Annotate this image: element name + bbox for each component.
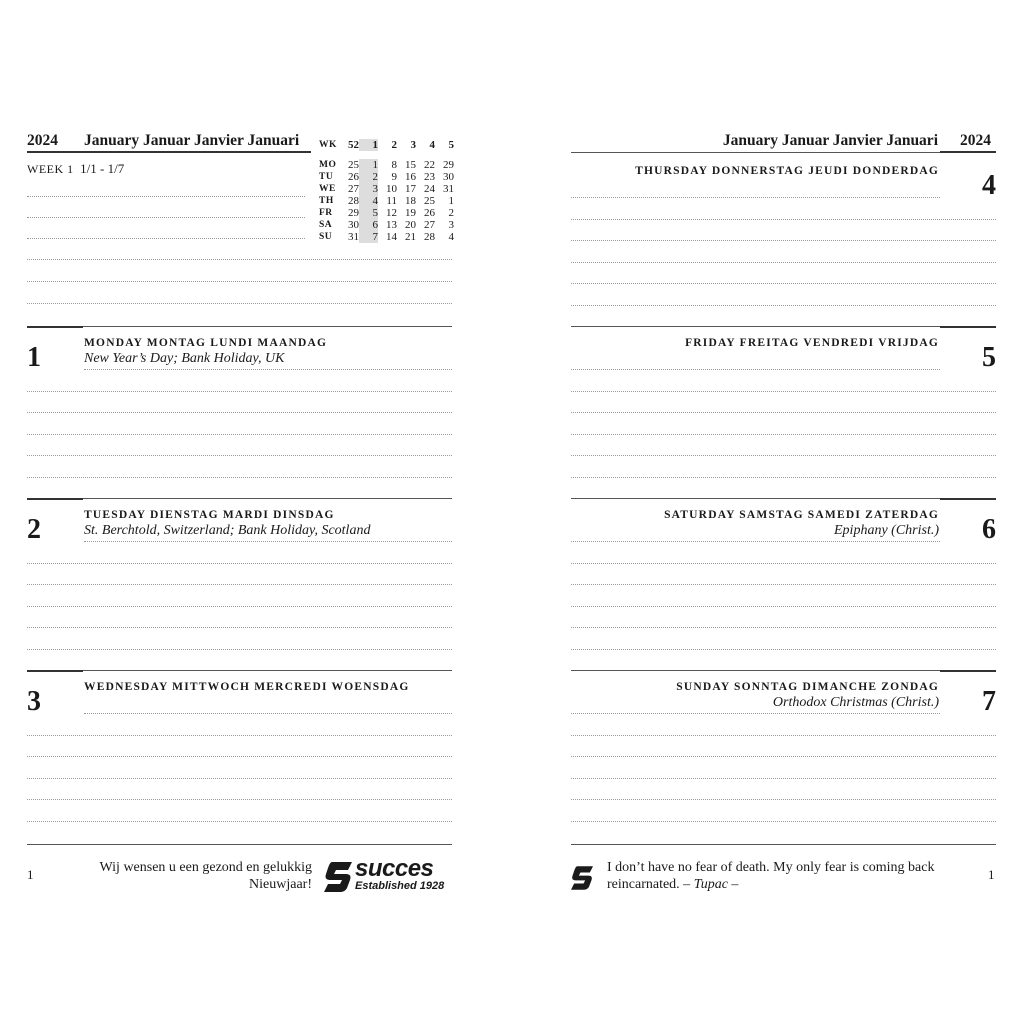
brand-tagline: Established 1928 — [355, 880, 445, 892]
day-number: 5 — [982, 342, 996, 373]
day-name: THURSDAY DONNERSTAG JEUDI DONDERDAG — [635, 165, 939, 177]
wk-num: 2 — [391, 139, 397, 151]
ruled-line — [571, 821, 996, 822]
mini-date-cell: 9 — [391, 171, 397, 183]
holiday-note: Orthodox Christmas (Christ.) — [772, 695, 939, 710]
ruled-line — [571, 455, 996, 456]
ruled-line — [27, 778, 452, 779]
ruled-line — [571, 778, 996, 779]
day-rule-thick — [940, 326, 996, 328]
mini-calendar-row — [319, 207, 454, 219]
day-number: 6 — [982, 514, 996, 545]
mini-day-label: SA — [319, 220, 333, 230]
ruled-line — [571, 240, 996, 241]
ruled-line — [571, 735, 996, 736]
mini-calendar — [319, 139, 454, 243]
ruled-line — [571, 262, 996, 263]
mini-date-cell: 31 — [348, 231, 359, 243]
ruled-line — [27, 281, 452, 282]
day-number: 1 — [27, 342, 41, 373]
mini-date-cell: 6 — [359, 219, 378, 231]
mini-date-cell: 21 — [405, 231, 416, 243]
mini-date-cell: 12 — [386, 207, 397, 219]
succes-logo — [324, 855, 452, 894]
ruled-line — [571, 391, 996, 392]
ruled-line — [571, 584, 996, 585]
ruled-line — [571, 563, 996, 564]
ruled-line — [571, 756, 996, 757]
mini-date-cell: 25 — [348, 159, 359, 171]
mini-calendar-row — [319, 219, 454, 231]
mini-calendar-row — [319, 171, 454, 183]
day-rule-thick — [27, 670, 83, 672]
day-rule — [83, 326, 452, 327]
header-rule-right-thick — [940, 151, 996, 153]
mini-date-cell: 1 — [448, 195, 454, 207]
ruled-line — [27, 391, 452, 392]
month-title: January Januar Janvier Januari — [84, 132, 300, 149]
day-rule-thick — [27, 326, 83, 328]
day-name: SATURDAY SAMSTAG SAMEDI ZATERDAG — [664, 509, 939, 521]
ruled-line — [571, 219, 996, 220]
quote-author: Tupac — [693, 877, 728, 892]
ruled-line — [27, 756, 452, 757]
footer-quote: I don’t have no fear of death. My only fear is coming back reincarnated. – Tupac – — [607, 860, 935, 892]
day-rule — [571, 498, 940, 499]
brand-name: succes — [355, 855, 434, 882]
day-rule-thick — [940, 670, 996, 672]
holiday-note: St. Berchtold, Switzerland; Bank Holiday, Scotland — [84, 523, 371, 538]
ruled-line — [84, 369, 452, 370]
ruled-line — [27, 477, 452, 478]
succes-logo-icon — [324, 862, 352, 892]
mini-calendar-header — [319, 139, 454, 151]
mini-date-cell: 2 — [359, 171, 378, 183]
ruled-line — [27, 303, 452, 304]
ruled-line — [571, 627, 996, 628]
mini-date-cell: 17 — [405, 183, 416, 195]
ruled-line — [571, 412, 996, 413]
ruled-line — [571, 541, 940, 542]
mini-date-cell: 4 — [448, 231, 454, 243]
ruled-line — [27, 217, 305, 218]
ruled-line — [27, 649, 452, 650]
mini-date-cell: 30 — [348, 219, 359, 231]
month-title-right: January Januar Janvier Januari — [722, 132, 938, 149]
header-rule — [27, 151, 311, 153]
mini-date-cell: 20 — [405, 219, 416, 231]
mini-date-cell: 3 — [448, 219, 454, 231]
holiday-note: New Year’s Day; Bank Holiday, UK — [84, 351, 285, 366]
day-name: WEDNESDAY MITTWOCH MERCREDI WOENSDAG — [84, 681, 410, 693]
day-rule — [571, 670, 940, 671]
ruled-line — [27, 606, 452, 607]
ruled-line — [27, 563, 452, 564]
day-number: 7 — [982, 686, 996, 717]
wk-header: WK — [319, 140, 337, 150]
year-label-right: 2024 — [960, 132, 991, 149]
mini-date-cell: 27 — [424, 219, 435, 231]
mini-day-label: WE — [319, 184, 336, 194]
ruled-line — [571, 477, 996, 478]
ruled-line — [571, 197, 940, 198]
ruled-line — [27, 821, 452, 822]
day-rule — [83, 498, 452, 499]
mini-calendar-row — [319, 183, 454, 195]
mini-date-cell: 4 — [359, 195, 378, 207]
mini-date-cell: 10 — [386, 183, 397, 195]
ruled-line — [571, 713, 940, 714]
succes-small-icon — [571, 866, 593, 890]
ruled-line — [27, 196, 305, 197]
ruled-line — [571, 369, 940, 370]
ruled-line — [84, 713, 452, 714]
ruled-line — [571, 799, 996, 800]
mini-date-cell: 7 — [359, 231, 378, 243]
mini-date-cell: 14 — [386, 231, 397, 243]
mini-date-cell: 29 — [348, 207, 359, 219]
wk-num: 52 — [348, 139, 359, 151]
mini-date-cell: 26 — [348, 171, 359, 183]
mini-date-cell: 15 — [405, 159, 416, 171]
day-rule-thick — [940, 498, 996, 500]
wk-num: 5 — [448, 139, 454, 151]
mini-day-label: TU — [319, 172, 334, 182]
holiday-note: Epiphany (Christ.) — [834, 523, 939, 538]
day-rule-thick — [27, 498, 83, 500]
day-name: FRIDAY FREITAG VENDREDI VRIJDAG — [685, 337, 939, 349]
ruled-line — [27, 259, 452, 260]
page-bottom-rule — [27, 844, 452, 845]
mini-date-cell: 23 — [424, 171, 435, 183]
day-number: 3 — [27, 686, 41, 717]
mini-date-cell: 24 — [424, 183, 435, 195]
mini-date-cell: 19 — [405, 207, 416, 219]
ruled-line — [84, 541, 452, 542]
page-number: 1 — [27, 867, 34, 882]
mini-date-cell: 16 — [405, 171, 416, 183]
ruled-line — [27, 412, 452, 413]
page-bottom-rule-right — [571, 844, 996, 845]
mini-date-cell: 28 — [424, 231, 435, 243]
ruled-line — [27, 455, 452, 456]
mini-day-label: TH — [319, 196, 334, 206]
mini-calendar-row — [319, 231, 454, 243]
week-label: WEEK 1 1/1 - 1/7 — [27, 161, 125, 176]
ruled-line — [27, 735, 452, 736]
wk-num: 1 — [359, 139, 378, 151]
mini-date-cell: 8 — [391, 159, 397, 171]
day-rule — [83, 670, 452, 671]
ruled-line — [571, 283, 996, 284]
day-name: SUNDAY SONNTAG DIMANCHE ZONDAG — [676, 681, 939, 693]
ruled-line — [27, 584, 452, 585]
ruled-line — [571, 606, 996, 607]
day-number: 4 — [982, 170, 996, 201]
wk-num: 3 — [410, 139, 416, 151]
ruled-line — [27, 799, 452, 800]
mini-date-cell: 1 — [359, 159, 378, 171]
footer-greeting: Wij wensen u een gezond en gelukkig Nieuwjaar! — [99, 860, 312, 892]
week-range: 1/1 - 1/7 — [80, 161, 125, 176]
wk-num: 4 — [429, 139, 435, 151]
mini-day-label: SU — [319, 232, 333, 242]
ruled-line — [571, 434, 996, 435]
header-rule-right — [571, 152, 940, 153]
ruled-line — [27, 434, 452, 435]
mini-date-cell: 2 — [448, 207, 454, 219]
day-rule — [571, 326, 940, 327]
mini-date-cell: 11 — [386, 195, 397, 207]
mini-date-cell: 26 — [424, 207, 435, 219]
ruled-line — [571, 649, 996, 650]
mini-day-label: MO — [319, 160, 337, 170]
day-name: TUESDAY DIENSTAG MARDI DINSDAG — [84, 509, 335, 521]
ruled-line — [27, 238, 305, 239]
mini-date-cell: 29 — [443, 159, 454, 171]
mini-date-cell: 30 — [443, 171, 454, 183]
mini-date-cell: 31 — [443, 183, 454, 195]
mini-date-cell: 27 — [348, 183, 359, 195]
year-label: 2024 — [27, 132, 58, 149]
mini-calendar-row — [319, 195, 454, 207]
mini-day-label: FR — [319, 208, 333, 218]
ruled-line — [27, 627, 452, 628]
mini-date-cell: 22 — [424, 159, 435, 171]
mini-date-cell: 5 — [359, 207, 378, 219]
mini-date-cell: 25 — [424, 195, 435, 207]
page-number-right: 1 — [988, 867, 995, 882]
mini-date-cell: 18 — [405, 195, 416, 207]
mini-date-cell: 3 — [359, 183, 378, 195]
mini-date-cell: 28 — [348, 195, 359, 207]
ruled-line — [571, 305, 996, 306]
mini-date-cell: 13 — [386, 219, 397, 231]
day-name: MONDAY MONTAG LUNDI MAANDAG — [84, 337, 328, 349]
day-number: 2 — [27, 514, 41, 545]
mini-calendar-row — [319, 159, 454, 171]
